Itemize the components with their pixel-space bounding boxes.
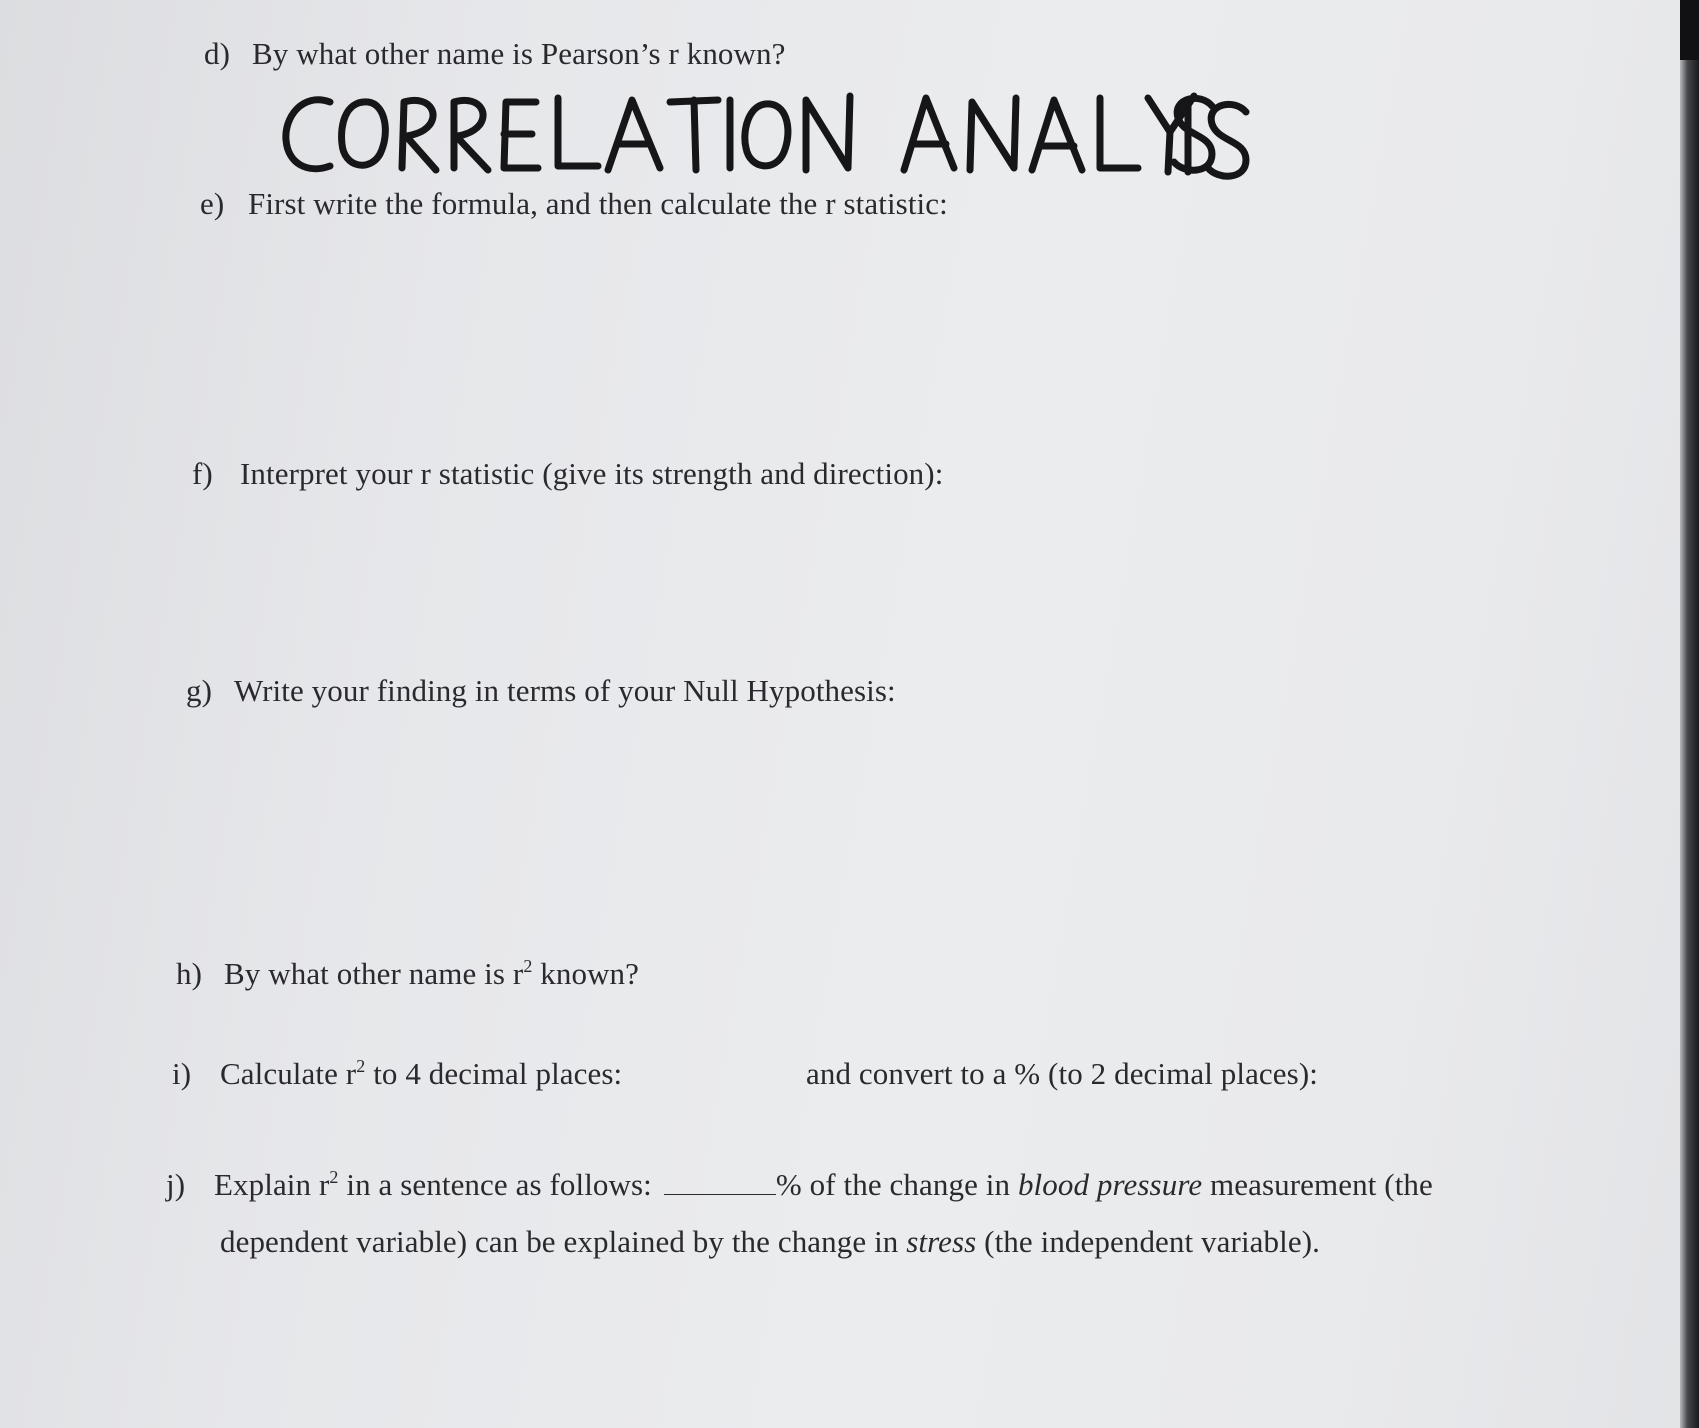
question-j-marker: j) [166, 1167, 186, 1202]
question-i-marker: i) [172, 1056, 192, 1091]
question-i-text-after: to 4 decimal places: [365, 1056, 623, 1091]
question-h-text-after: known? [532, 956, 640, 991]
question-j-line2-after: (the independent variable). [976, 1224, 1320, 1259]
answer-blank[interactable] [664, 1168, 776, 1195]
question-j-italic-stress: stress [906, 1224, 977, 1259]
question-j-after-italic: measurement (the [1202, 1167, 1433, 1202]
question-j-line2-before: dependent variable) can be explained by the change in [220, 1224, 907, 1259]
question-f [192, 456, 943, 492]
monitor-bezel-top [1680, 0, 1699, 60]
question-g-marker: g) [186, 673, 213, 708]
question-j-line1 [166, 1167, 1433, 1203]
question-g-text: Write your finding in terms of your Null Hypothesis: [234, 673, 896, 708]
question-e [200, 186, 948, 222]
question-j-line2 [220, 1224, 1320, 1260]
question-h-marker: h) [176, 956, 203, 991]
question-e-text: First write the formula, and then calculate the r statistic: [248, 186, 948, 221]
question-d [204, 36, 785, 72]
handwritten-answer [282, 88, 1232, 188]
question-e-marker: e) [200, 186, 225, 221]
question-j-superscript: 2 [329, 1167, 339, 1187]
question-j-italic-blood-pressure: blood pressure [1017, 1167, 1203, 1202]
question-i-text-before: Calculate r [220, 1056, 357, 1091]
question-d-text: By what other name is Pearson’s r known? [252, 36, 786, 71]
question-f-marker: f) [192, 456, 213, 491]
question-h-superscript: 2 [523, 956, 533, 976]
question-j-text-after: in a sentence as follows: [338, 1167, 652, 1202]
question-h [176, 956, 639, 992]
monitor-bezel [1680, 0, 1699, 1428]
handwritten-answer-tail [1180, 100, 1260, 190]
question-i-superscript: 2 [356, 1056, 366, 1076]
question-j-after-blank: % of the change in [775, 1167, 1018, 1202]
question-f-text: Interpret your r statistic (give its strength and direction): [240, 456, 944, 491]
handwritten-answer-tail-strokes [1180, 100, 1260, 190]
question-j-text-before: Explain r [214, 1167, 330, 1202]
question-g [186, 673, 896, 709]
handwritten-answer-strokes [282, 88, 1232, 188]
question-h-text-before: By what other name is r [224, 956, 524, 991]
question-i [172, 1056, 622, 1092]
question-d-marker: d) [204, 36, 231, 71]
question-i-second-part: and convert to a % (to 2 decimal places): [806, 1056, 1318, 1091]
